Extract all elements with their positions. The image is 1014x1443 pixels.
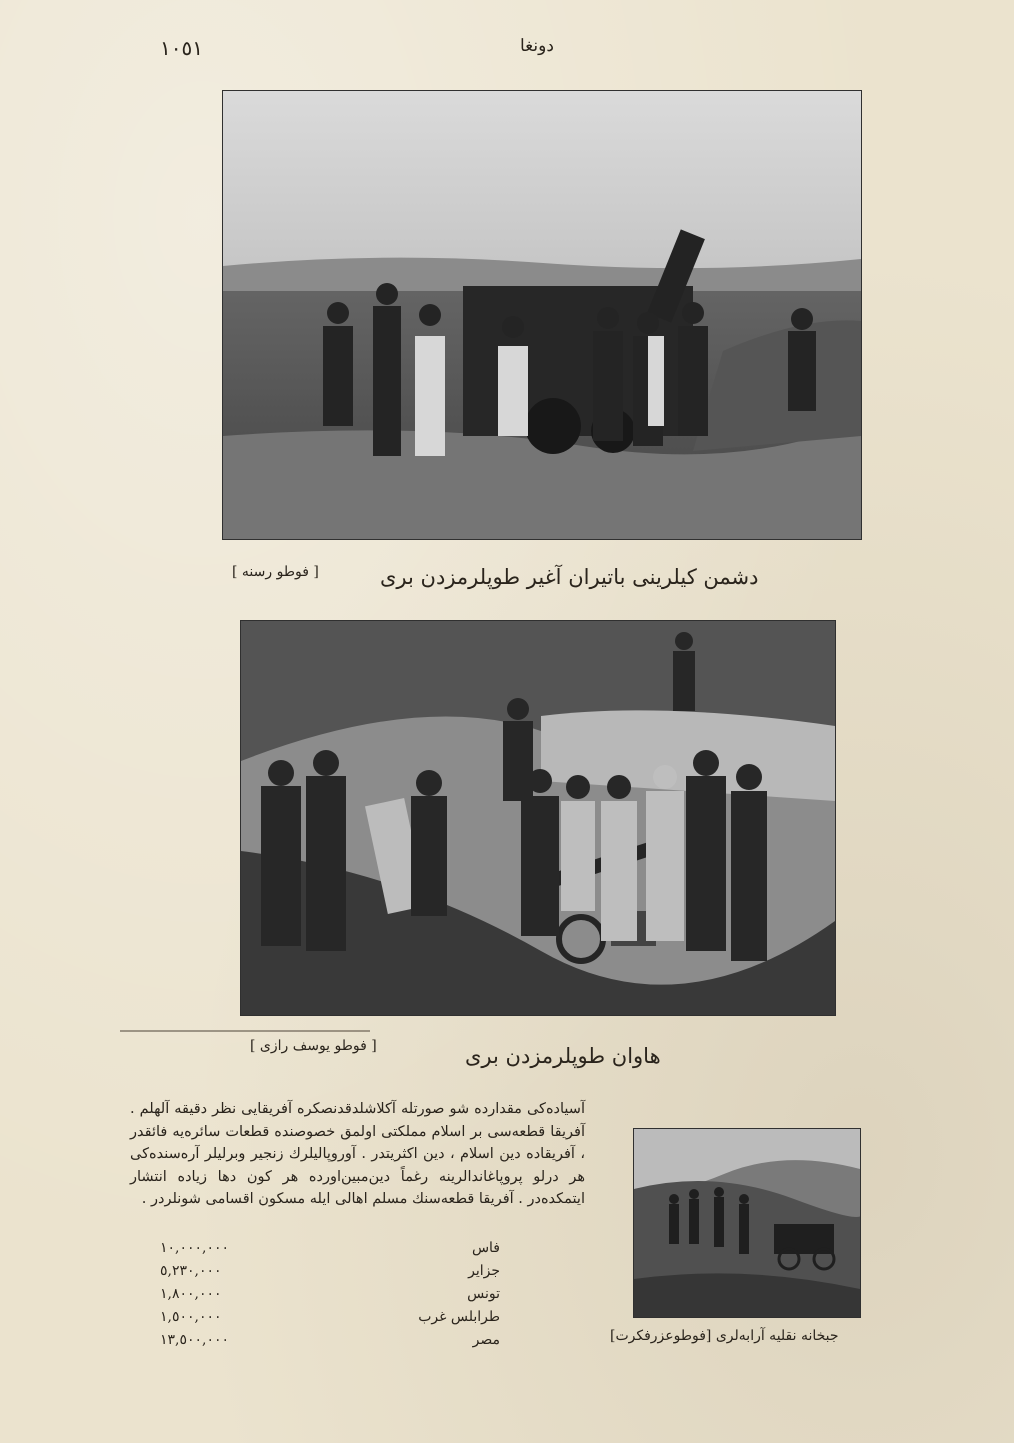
region-name: تونس <box>467 1286 500 1302</box>
population-row <box>160 1309 500 1332</box>
population-value: ٥,٢٣٠,٠٠٠ <box>160 1263 222 1279</box>
photo3-caption: جبخانه نقلیه آرابه‌لری [فوطوعزرفکرت] <box>610 1328 839 1344</box>
population-row <box>160 1240 500 1263</box>
mortar-crew-photo <box>240 620 836 1016</box>
region-name: مصر <box>472 1332 500 1348</box>
population-value: ١٠,٠٠٠,٠٠٠ <box>160 1240 230 1256</box>
population-row <box>160 1263 500 1286</box>
population-value: ١٣,٥٠٠,٠٠٠ <box>160 1332 230 1348</box>
photo2-caption: هاوان طوپلرمزدن بری <box>465 1044 661 1068</box>
region-name: فاس <box>471 1240 500 1256</box>
page-number: ١٠٥١ <box>160 36 203 60</box>
population-list <box>160 1240 500 1355</box>
population-value: ١,٨٠٠,٠٠٠ <box>160 1286 222 1302</box>
population-row <box>160 1332 500 1355</box>
article-paragraph: آسیاده‌کی مقدارده شو صورتله آکلاشلدقدنصکره آفریقایی نظر دقیقه آلهلم . آفریقا قطعه‌سی بر اسلام مملکتی اولمق خصوصنده قطعات سائره‌یه فائقدر ، آفریقاده دین اسلام ، دین اکثریتدر . آوروپالیلرك زنجیر وبرلیلر آره‌سنده‌کی هر درلو پروپاغاندالرینه رغماً دین‌مبین‌اورده هر کون دها زیاده انتشار ایتمکده‌در . آفریقا قطعه‌سنك مسلم اهالی ایله مسکون اقسامی شونلردر . <box>130 1101 585 1207</box>
divider-rule <box>120 1030 370 1032</box>
photo2-credit: [ فوطو یوسف رازی ] <box>250 1038 377 1054</box>
region-name: طرابلس غرب <box>418 1309 500 1325</box>
publication-title: دونغا <box>520 36 554 56</box>
photo1-caption: دشمن کیلرینی باتیران آغیر طوپلرمزدن بری <box>380 565 759 589</box>
population-value: ١,٥٠٠,٠٠٠ <box>160 1309 222 1325</box>
photo1-credit: [ فوطو رسنه ] <box>232 564 319 580</box>
region-name: جزایر <box>468 1263 500 1279</box>
ammunition-carts-photo <box>633 1128 861 1318</box>
artillery-crew-photo <box>222 90 862 540</box>
population-row <box>160 1286 500 1309</box>
